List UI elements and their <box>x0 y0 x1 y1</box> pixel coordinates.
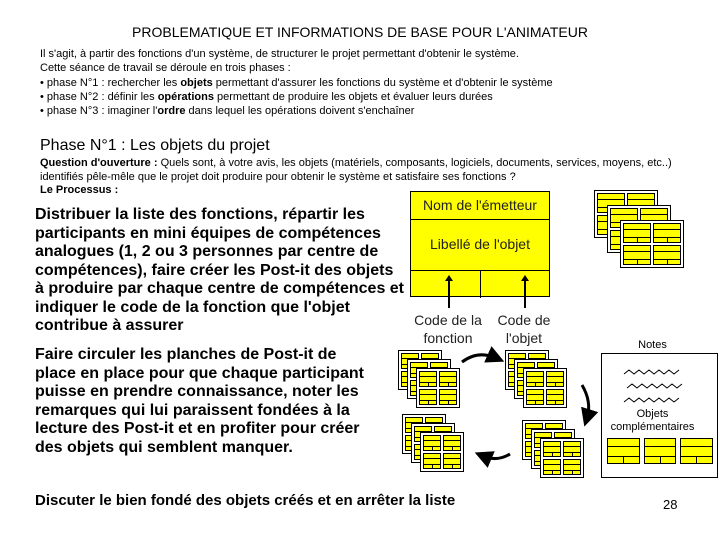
arrow-icon <box>483 454 510 459</box>
step-3: Discuter le bien fondé des objets créés et en arrêter la liste <box>35 492 456 509</box>
processus-label: Le Processus : <box>40 184 119 196</box>
intro-bold: opérations <box>157 90 214 103</box>
notes-label: Notes <box>638 339 667 351</box>
mini-postit <box>607 438 640 464</box>
intro-post: permettant d'assurer les fonctions du système et d'obtenir le système <box>212 76 553 89</box>
arrow-icon <box>462 355 496 362</box>
postit-label: Libellé de l'objet <box>411 220 549 271</box>
intro-bold: objets <box>180 76 213 89</box>
intro-pre: • phase N°2 : définir les <box>40 90 158 103</box>
intro-pre: • phase N°3 : imaginer l' <box>40 105 158 118</box>
code-fonction-label: Code de la fonction <box>414 312 482 346</box>
question-text: Quels sont, à votre avis, les objets (matériels, composants, logiciels, documents, services, moyens, etc..) identifiés pêle-mêle que le projet doit produire pour obtenir le système et satisfaire ses fonctions ? <box>40 157 672 183</box>
code-objet-label: Code de l'objet <box>497 312 551 346</box>
intro-bold: ordre <box>157 105 186 118</box>
intro-post: permettant de produire les objets et évaluer leurs durées <box>213 90 493 103</box>
objets-complementaires-label: Objets complémentaires <box>610 408 695 433</box>
intro-pre: Il s'agit, à partir des fonctions d'un système, de structurer le projet permettant d'obtenir le système. <box>40 48 519 60</box>
intro-pre: • phase N°1 : rechercher les <box>40 76 181 89</box>
step-1: Distribuer la liste des fonctions, répartir les participants en mini équipes de compétences analogues (1, 2 ou 3 personnes par centre de compétences), faire créer les Post-it des objets à produire par chaque centre de compétences et indiquer le code de la fonction que l'objet contribue à assurer <box>35 206 405 334</box>
page-number: 28 <box>663 497 678 512</box>
step-2: Faire circuler les planches de Post-it de place en place pour que chaque participant puisse en prendre connaissance, noter les remarques qui lui paraissent fondées à la lecture des Post-it et en profiter pour créer des objets qui semblent manquer. <box>35 346 364 456</box>
mini-postit <box>644 438 677 464</box>
complementary-postits <box>607 438 713 464</box>
phase-title: Phase N°1 : Les objets du projet <box>40 137 270 154</box>
postit-header: Nom de l'émetteur <box>411 192 549 220</box>
intro-post: dans lequel les opérations doivent s'enchaîner <box>185 105 415 118</box>
intro-pre: Cette séance de travail se déroule en trois phases : <box>40 62 291 75</box>
question-label: Question d'ouverture : <box>40 157 158 169</box>
arrow-icon <box>582 385 589 418</box>
slide-title: PROBLEMATIQUE ET INFORMATIONS DE BASE POUR L'ANIMATEUR <box>132 24 588 40</box>
mini-postit <box>680 438 713 464</box>
